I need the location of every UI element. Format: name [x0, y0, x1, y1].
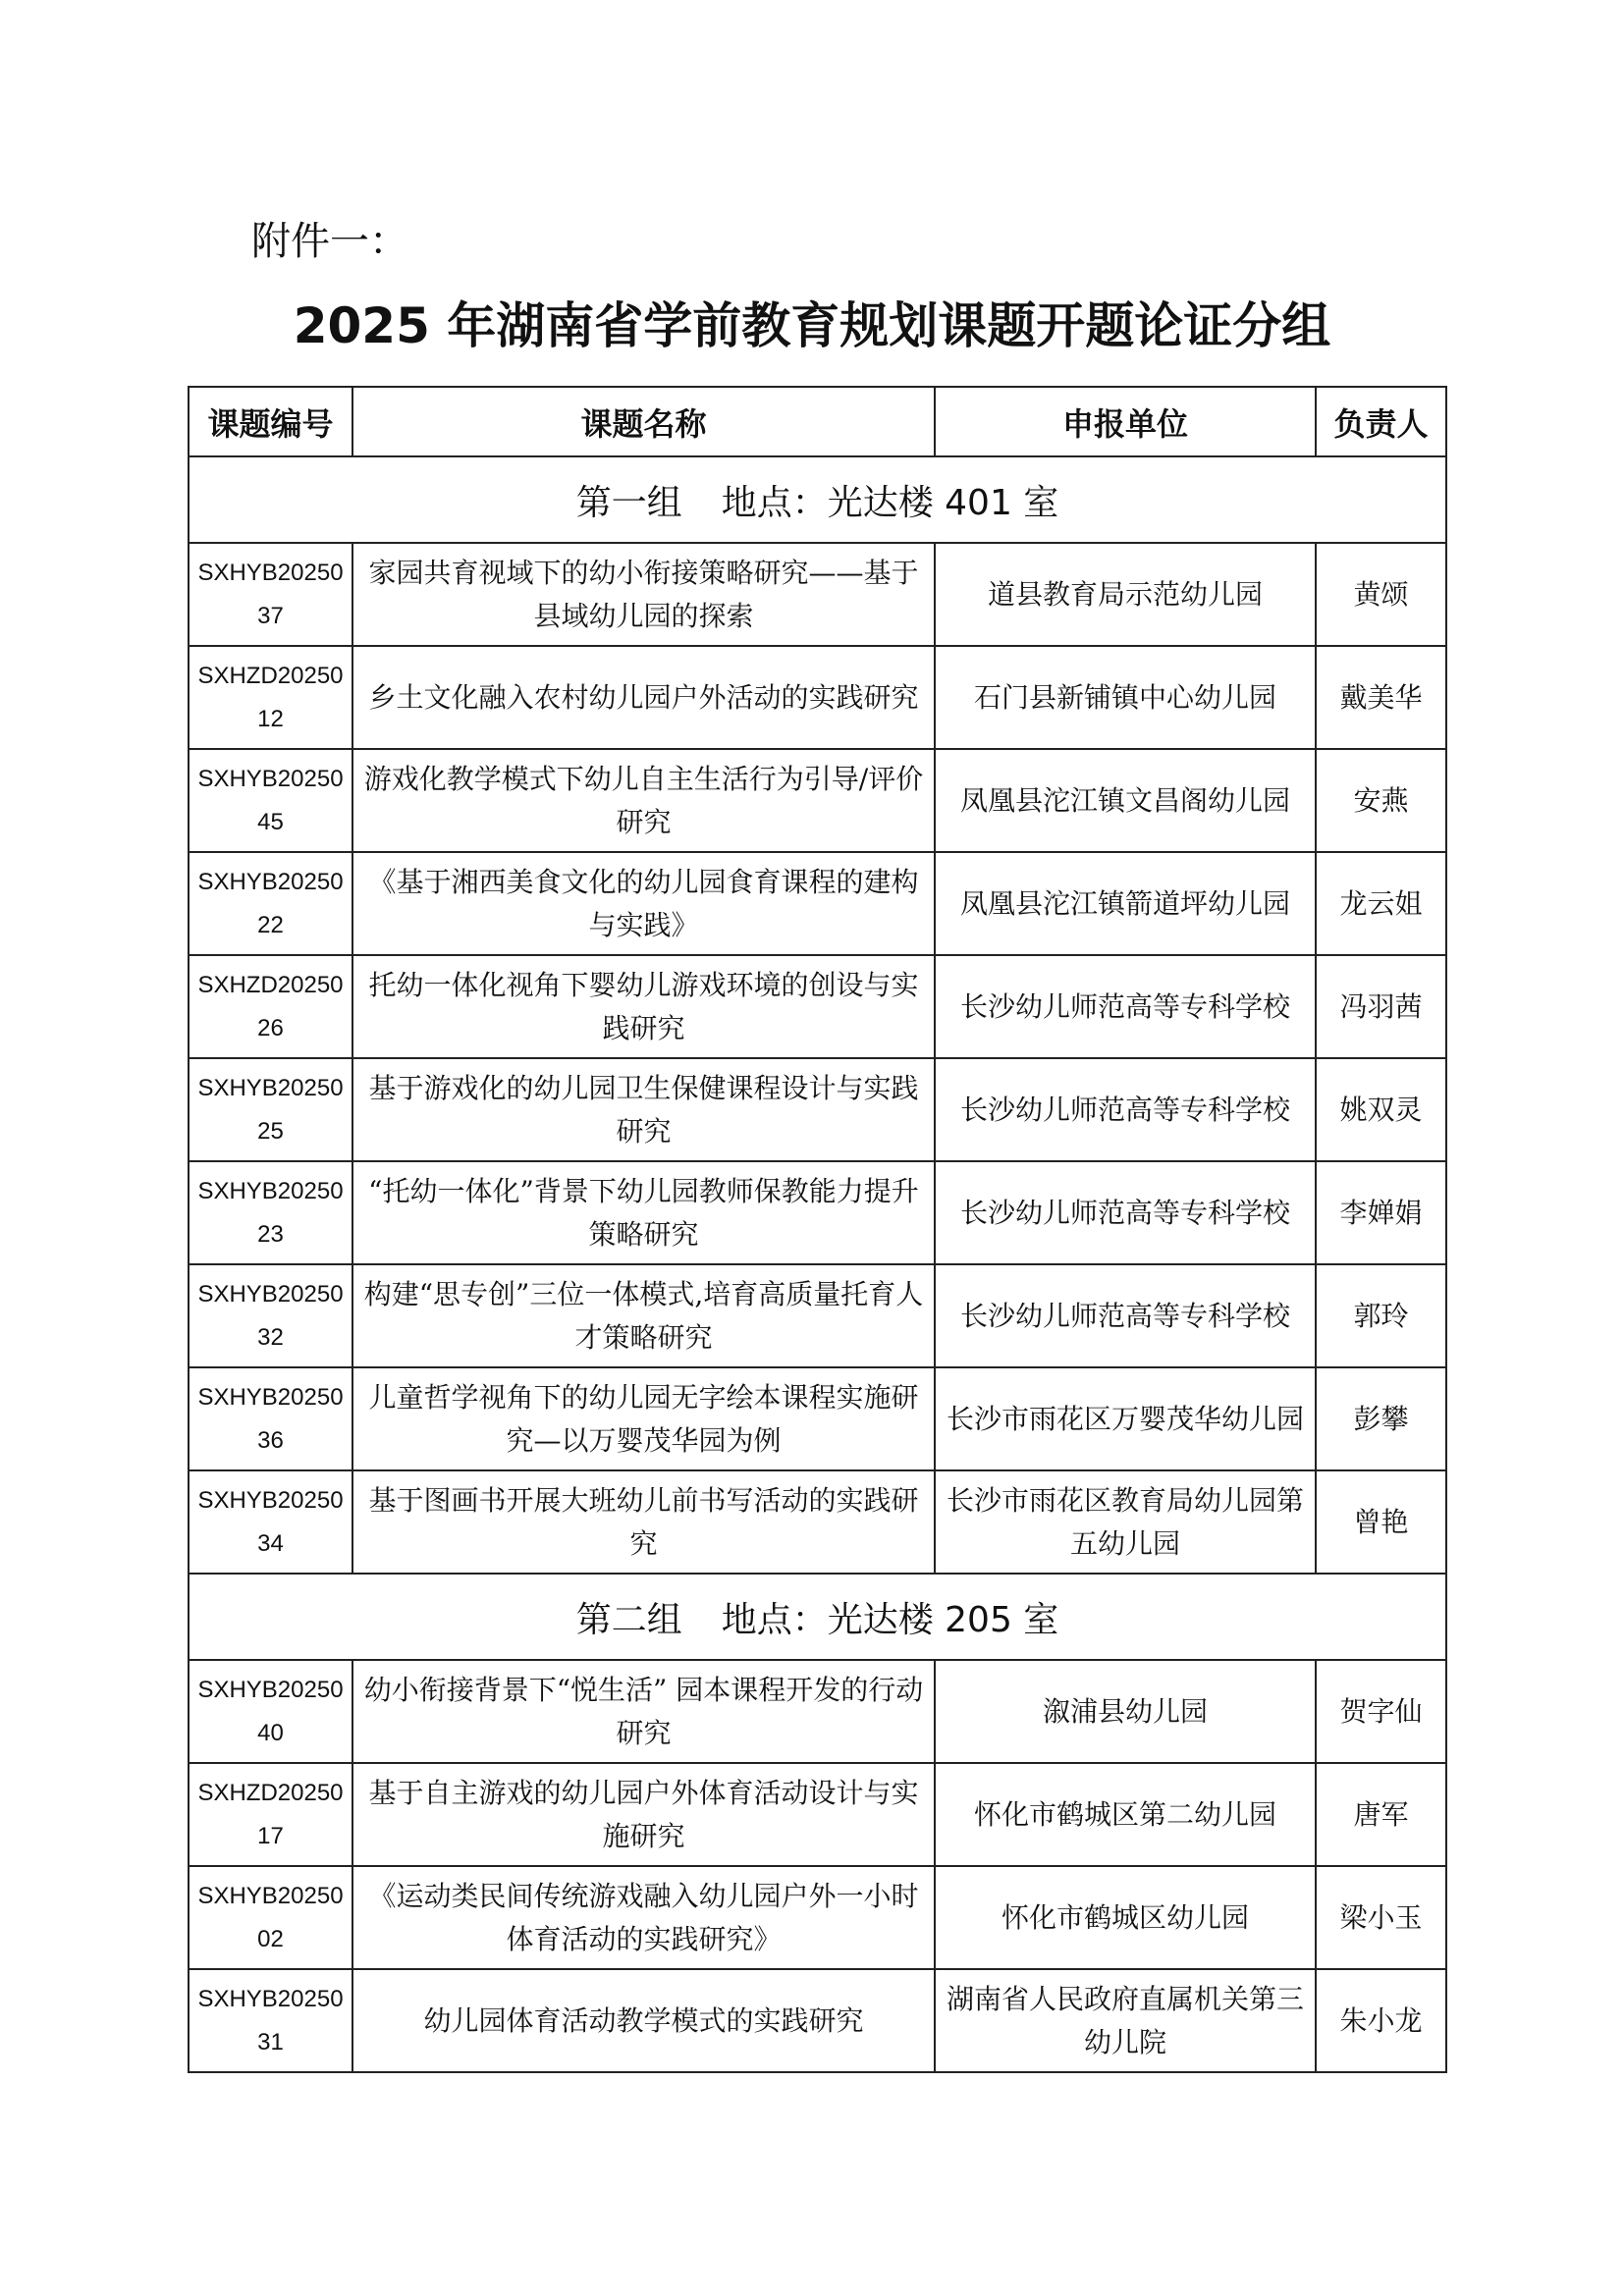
applicant-unit-cell: 道县教育局示范幼儿园 [935, 543, 1316, 646]
applicant-unit-cell: 怀化市鹤城区幼儿园 [935, 1866, 1316, 1969]
table-row [189, 1367, 1446, 1470]
group-location: 地点：光达楼 205 室 [721, 1599, 1059, 1640]
table-row [189, 1763, 1446, 1866]
table-row [189, 1660, 1446, 1763]
applicant-unit-cell: 凤凰县沱江镇文昌阁幼儿园 [935, 749, 1316, 852]
leader-cell: 唐军 [1316, 1763, 1446, 1866]
topic-title-cell: 构建“思专创”三位一体模式,培育高质量托育人才策略研究 [352, 1264, 935, 1367]
topic-title-cell: 家园共育视域下的幼小衔接策略研究——基于县域幼儿园的探索 [352, 543, 935, 646]
table-row [189, 1264, 1446, 1367]
header-unit: 申报单位 [935, 387, 1316, 456]
table-row [189, 852, 1446, 955]
leader-cell: 郭玲 [1316, 1264, 1446, 1367]
topic-code-cell: SXHYB2025037 [189, 543, 352, 646]
topic-code-cell: SXHYB2025022 [189, 852, 352, 955]
topic-title-cell: “托幼一体化”背景下幼儿园教师保教能力提升策略研究 [352, 1161, 935, 1264]
applicant-unit-cell: 溆浦县幼儿园 [935, 1660, 1316, 1763]
header-leader: 负责人 [1316, 387, 1446, 456]
topic-title-cell: 《基于湘西美食文化的幼儿园食育课程的建构与实践》 [352, 852, 935, 955]
table-row [189, 749, 1446, 852]
applicant-unit-cell: 长沙幼儿师范高等专科学校 [935, 955, 1316, 1058]
leader-cell: 冯羽茜 [1316, 955, 1446, 1058]
topic-code-cell: SXHYB2025025 [189, 1058, 352, 1161]
topics-table [188, 386, 1447, 2073]
leader-cell: 李婵娟 [1316, 1161, 1446, 1264]
topic-title-cell: 幼儿园体育活动教学模式的实践研究 [352, 1969, 935, 2072]
applicant-unit-cell: 长沙市雨花区万婴茂华幼儿园 [935, 1367, 1316, 1470]
applicant-unit-cell: 湖南省人民政府直属机关第三幼儿院 [935, 1969, 1316, 2072]
applicant-unit-cell: 长沙幼儿师范高等专科学校 [935, 1058, 1316, 1161]
header-code: 课题编号 [189, 387, 352, 456]
topic-code-cell: SXHZD2025017 [189, 1763, 352, 1866]
topic-code-cell: SXHYB2025045 [189, 749, 352, 852]
topic-title-cell: 乡土文化融入农村幼儿园户外活动的实践研究 [352, 646, 935, 749]
table-body [189, 456, 1446, 2072]
attachment-label: 附件一： [251, 219, 408, 264]
topic-code-cell: SXHYB2025023 [189, 1161, 352, 1264]
applicant-unit-cell: 怀化市鹤城区第二幼儿园 [935, 1763, 1316, 1866]
leader-cell: 黄颂 [1316, 543, 1446, 646]
topic-title-cell: 托幼一体化视角下婴幼儿游戏环境的创设与实践研究 [352, 955, 935, 1058]
topic-code-cell: SXHZD2025026 [189, 955, 352, 1058]
table-row [189, 955, 1446, 1058]
leader-cell: 朱小龙 [1316, 1969, 1446, 2072]
leader-cell: 彭攀 [1316, 1367, 1446, 1470]
leader-cell: 姚双灵 [1316, 1058, 1446, 1161]
header-title: 课题名称 [352, 387, 935, 456]
group-header [189, 456, 1446, 543]
table-row [189, 1058, 1446, 1161]
topic-code-cell: SXHYB2025036 [189, 1367, 352, 1470]
table-row [189, 1866, 1446, 1969]
topic-title-cell: 基于自主游戏的幼儿园户外体育活动设计与实施研究 [352, 1763, 935, 1866]
table-header-row [189, 387, 1446, 456]
group-header [189, 1574, 1446, 1660]
topic-title-cell: 基于图画书开展大班幼儿前书写活动的实践研究 [352, 1470, 935, 1574]
leader-cell: 龙云姐 [1316, 852, 1446, 955]
leader-cell: 安燕 [1316, 749, 1446, 852]
table-row [189, 646, 1446, 749]
applicant-unit-cell: 凤凰县沱江镇箭道坪幼儿园 [935, 852, 1316, 955]
table-row [189, 543, 1446, 646]
group-name: 第一组 [575, 482, 682, 523]
table-row [189, 1161, 1446, 1264]
topic-title-cell: 幼小衔接背景下“悦生活” 园本课程开发的行动研究 [352, 1660, 935, 1763]
topic-code-cell: SXHYB2025040 [189, 1660, 352, 1763]
leader-cell: 曾艳 [1316, 1470, 1446, 1574]
topic-code-cell: SXHYB2025034 [189, 1470, 352, 1574]
applicant-unit-cell: 长沙幼儿师范高等专科学校 [935, 1161, 1316, 1264]
topic-code-cell: SXHZD2025012 [189, 646, 352, 749]
leader-cell: 戴美华 [1316, 646, 1446, 749]
group-header-row [189, 1574, 1446, 1660]
applicant-unit-cell: 长沙幼儿师范高等专科学校 [935, 1264, 1316, 1367]
topic-title-cell: 基于游戏化的幼儿园卫生保健课程设计与实践研究 [352, 1058, 935, 1161]
table-row [189, 1969, 1446, 2072]
topic-title-cell: 儿童哲学视角下的幼儿园无字绘本课程实施研究—以万婴茂华园为例 [352, 1367, 935, 1470]
topic-code-cell: SXHYB2025032 [189, 1264, 352, 1367]
leader-cell: 贺字仙 [1316, 1660, 1446, 1763]
topic-title-cell: 游戏化教学模式下幼儿自主生活行为引导/评价研究 [352, 749, 935, 852]
leader-cell: 梁小玉 [1316, 1866, 1446, 1969]
group-name: 第二组 [575, 1599, 682, 1640]
applicant-unit-cell: 石门县新铺镇中心幼儿园 [935, 646, 1316, 749]
topic-code-cell: SXHYB2025002 [189, 1866, 352, 1969]
table-row [189, 1470, 1446, 1574]
document-title: 2025 年湖南省学前教育规划课题开题论证分组 [293, 297, 1331, 354]
group-location: 地点：光达楼 401 室 [721, 482, 1059, 523]
topic-code-cell: SXHYB2025031 [189, 1969, 352, 2072]
applicant-unit-cell: 长沙市雨花区教育局幼儿园第五幼儿园 [935, 1470, 1316, 1574]
topic-title-cell: 《运动类民间传统游戏融入幼儿园户外一小时体育活动的实践研究》 [352, 1866, 935, 1969]
group-header-row [189, 456, 1446, 543]
